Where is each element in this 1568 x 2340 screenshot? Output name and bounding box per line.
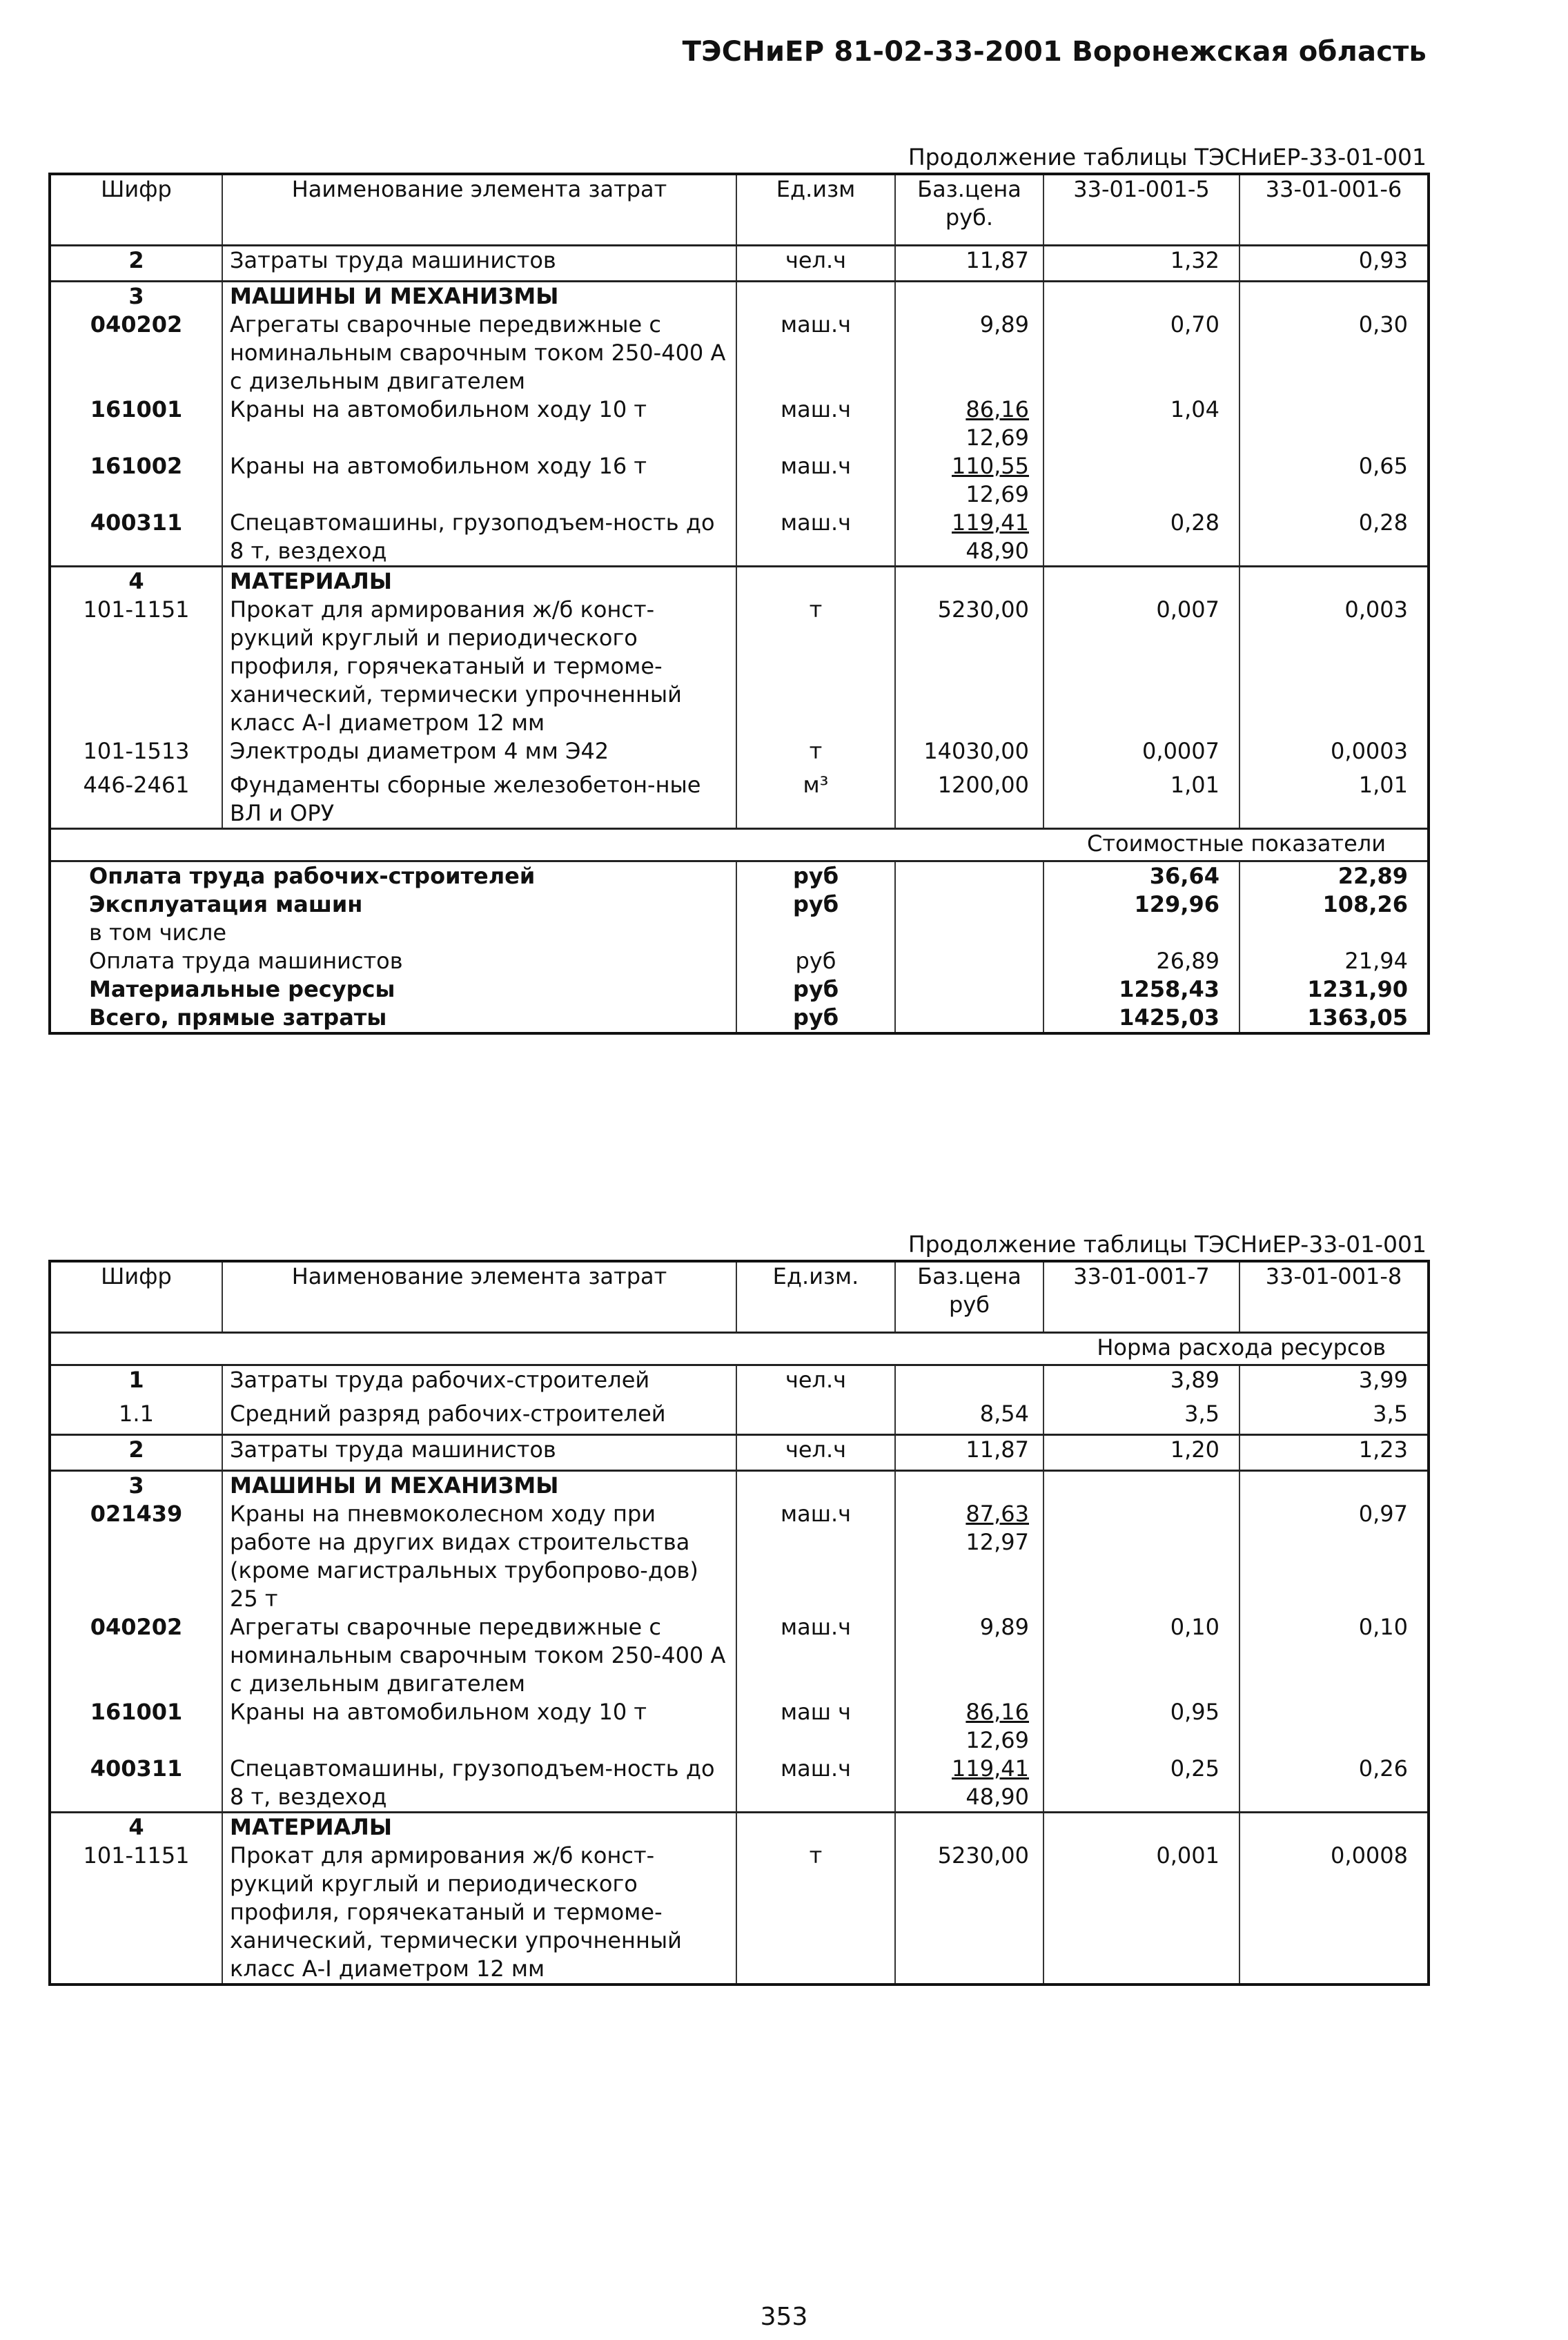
machinist-wage-value: 12,69 <box>966 481 1029 507</box>
column-header-code: Шифр <box>50 1261 222 1333</box>
row-norm-2 <box>1239 282 1429 311</box>
row-price <box>895 452 1043 509</box>
row-price <box>895 1435 1043 1471</box>
row-unit <box>736 1813 895 1842</box>
row-name: Краны на автомобильном ходу 16 т <box>222 452 736 509</box>
table1-header-row <box>50 174 1429 246</box>
price-value: 1200,00 <box>937 772 1029 798</box>
summary-price <box>895 947 1043 975</box>
row-norm-1: 1,01 <box>1043 771 1239 829</box>
price-value: 9,89 <box>979 1614 1029 1640</box>
summary-label: Оплата труда машинистов <box>89 948 403 974</box>
column-header-unit: Ед.изм <box>736 174 895 246</box>
row-code: 2 <box>50 246 222 282</box>
row-name: Затраты труда рабочих-строителей <box>222 1365 736 1401</box>
summary-value-2: 21,94 <box>1239 947 1429 975</box>
cost-indicators-label: Стоимостные показатели <box>50 829 1429 861</box>
price-value: 87,63 <box>966 1501 1029 1527</box>
table1-body <box>50 246 1429 829</box>
section-title: МАТЕРИАЛЫ <box>222 1813 736 1842</box>
row-unit: маш ч <box>736 1698 895 1755</box>
row-code: 3 <box>50 1471 222 1501</box>
table1-caption: Продолжение таблицы ТЭСНиЕР-33-01-001 <box>908 144 1427 170</box>
table-row <box>50 1613 1429 1698</box>
row-norm-2: 3,99 <box>1239 1365 1429 1401</box>
row-norm-1: 0,0007 <box>1043 737 1239 771</box>
machinist-wage-value: 12,69 <box>966 1727 1029 1753</box>
row-norm-1: 0,28 <box>1043 509 1239 567</box>
row-unit: м³ <box>736 771 895 829</box>
row-norm-1: 3,5 <box>1043 1400 1239 1435</box>
row-unit: чел.ч <box>736 1365 895 1401</box>
row-name: Краны на автомобильном ходу 10 т <box>222 1698 736 1755</box>
column-header-norm-1: 33-01-001-7 <box>1043 1261 1239 1333</box>
table-row <box>50 1500 1429 1613</box>
row-norm-1: 0,10 <box>1043 1613 1239 1698</box>
row-norm-1 <box>1043 282 1239 311</box>
summary-label: в том числе <box>89 919 226 946</box>
row-name: Краны на пневмоколесном ходу при работе на других видах строительства (кроме магистральных трубопрово-дов) 25 т <box>222 1500 736 1613</box>
table-row <box>50 452 1429 509</box>
row-price <box>895 737 1043 771</box>
row-unit: т <box>736 1842 895 1985</box>
table2 <box>48 1260 1430 1986</box>
column-header-norm-1: 33-01-001-5 <box>1043 174 1239 246</box>
summary-value-2: 1231,90 <box>1239 975 1429 1004</box>
document-header: ТЭСНиЕР 81-02-33-2001 Воронежская область <box>682 36 1427 68</box>
section-row <box>50 1813 1429 1842</box>
row-price <box>895 1698 1043 1755</box>
machinist-wage-value: 12,97 <box>966 1529 1029 1555</box>
row-price <box>895 1365 1043 1401</box>
summary-price <box>895 975 1043 1004</box>
machinist-wage-value: 12,69 <box>966 425 1029 451</box>
table-row <box>50 246 1429 282</box>
price-value: 5230,00 <box>937 1842 1029 1869</box>
price-value: 5230,00 <box>937 596 1029 623</box>
row-price <box>895 771 1043 829</box>
summary-row <box>50 861 1429 891</box>
summary-unit <box>736 919 895 947</box>
norm-header-label: Норма расхода ресурсов <box>50 1333 1429 1365</box>
summary-price <box>895 1004 1043 1033</box>
row-code: 3 <box>50 282 222 311</box>
column-header-norm-2: 33-01-001-6 <box>1239 174 1429 246</box>
summary-value-2: 108,26 <box>1239 890 1429 919</box>
row-norm-1: 1,20 <box>1043 1435 1239 1471</box>
summary-unit: руб <box>736 975 895 1004</box>
table1-summary <box>50 861 1429 1034</box>
summary-row <box>50 1004 1429 1033</box>
row-norm-1 <box>1043 1813 1239 1842</box>
row-code: 161001 <box>50 396 222 452</box>
row-price <box>895 396 1043 452</box>
row-code: 400311 <box>50 509 222 567</box>
summary-value-2: 22,89 <box>1239 861 1429 891</box>
row-unit: чел.ч <box>736 1435 895 1471</box>
cost-indicators-row <box>50 829 1429 861</box>
table-row <box>50 1435 1429 1471</box>
row-norm-2: 0,93 <box>1239 246 1429 282</box>
row-code: 2 <box>50 1435 222 1471</box>
price-value: 119,41 <box>952 1755 1029 1782</box>
price-value: 110,55 <box>952 453 1029 479</box>
table-row <box>50 737 1429 771</box>
row-norm-2: 0,30 <box>1239 311 1429 396</box>
summary-label: Оплата труда рабочих-строителей <box>89 863 536 889</box>
summary-label: Материальные ресурсы <box>89 976 395 1002</box>
row-price <box>895 1500 1043 1613</box>
price-value: 11,87 <box>966 1436 1029 1463</box>
row-unit: маш.ч <box>736 1613 895 1698</box>
table2-caption: Продолжение таблицы ТЭСНиЕР-33-01-001 <box>908 1231 1427 1258</box>
table-row <box>50 1842 1429 1985</box>
row-name: Спецавтомашины, грузоподъем-ность до 8 т, вездеход <box>222 1755 736 1813</box>
row-price <box>895 567 1043 596</box>
row-norm-1: 0,70 <box>1043 311 1239 396</box>
table1 <box>48 173 1430 1035</box>
row-norm-2: 1,23 <box>1239 1435 1429 1471</box>
table-row <box>50 771 1429 829</box>
row-unit: маш.ч <box>736 1755 895 1813</box>
row-norm-2 <box>1239 567 1429 596</box>
row-norm-2: 0,0008 <box>1239 1842 1429 1985</box>
row-price <box>895 1813 1043 1842</box>
row-code: 040202 <box>50 311 222 396</box>
row-unit: маш.ч <box>736 396 895 452</box>
row-name: Агрегаты сварочные передвижные с номинальным сварочным током 250-400 А с дизельным двигателем <box>222 1613 736 1698</box>
column-header-norm-2: 33-01-001-8 <box>1239 1261 1429 1333</box>
column-header-price: Баз.цена руб. <box>895 174 1043 246</box>
column-header-code: Шифр <box>50 174 222 246</box>
row-name: Краны на автомобильном ходу 10 т <box>222 396 736 452</box>
row-norm-1 <box>1043 1471 1239 1501</box>
summary-price <box>895 919 1043 947</box>
summary-row <box>50 919 1429 947</box>
row-norm-1: 0,25 <box>1043 1755 1239 1813</box>
section-row <box>50 1471 1429 1501</box>
row-price <box>895 1755 1043 1813</box>
column-header-name: Наименование элемента затрат <box>222 174 736 246</box>
row-unit: чел.ч <box>736 246 895 282</box>
row-name: Затраты труда машинистов <box>222 1435 736 1471</box>
row-code: 446-2461 <box>50 771 222 829</box>
row-norm-2 <box>1239 1698 1429 1755</box>
row-code: 021439 <box>50 1500 222 1613</box>
summary-row <box>50 890 1429 919</box>
price-value: 86,16 <box>966 1699 1029 1725</box>
section-title: МАШИНЫ И МЕХАНИЗМЫ <box>222 282 736 311</box>
row-norm-2: 0,28 <box>1239 509 1429 567</box>
row-price <box>895 509 1043 567</box>
price-value: 8,54 <box>979 1401 1029 1427</box>
row-code: 400311 <box>50 1755 222 1813</box>
price-value: 119,41 <box>952 509 1029 536</box>
section-row <box>50 567 1429 596</box>
summary-value-1: 26,89 <box>1043 947 1239 975</box>
row-code: 1 <box>50 1365 222 1401</box>
row-price <box>895 246 1043 282</box>
price-value: 14030,00 <box>923 738 1029 764</box>
summary-label: Эксплуатация машин <box>89 891 363 917</box>
row-name: Прокат для армирования ж/б конст-рукций круглый и периодического профиля, горячекатаный и термоме-ханический, термически упрочненный класс А-I диаметром 12 мм <box>222 596 736 737</box>
table-row <box>50 1755 1429 1813</box>
row-norm-1: 3,89 <box>1043 1365 1239 1401</box>
summary-value-1: 1425,03 <box>1043 1004 1239 1033</box>
column-header-price: Баз.цена руб <box>895 1261 1043 1333</box>
row-unit: маш.ч <box>736 452 895 509</box>
summary-value-1: 129,96 <box>1043 890 1239 919</box>
column-header-name: Наименование элемента затрат <box>222 1261 736 1333</box>
row-norm-2: 0,003 <box>1239 596 1429 737</box>
row-code: 101-1151 <box>50 1842 222 1985</box>
summary-row <box>50 947 1429 975</box>
page-number: 353 <box>760 2303 808 2331</box>
row-code: 4 <box>50 1813 222 1842</box>
row-norm-1: 0,007 <box>1043 596 1239 737</box>
summary-price <box>895 861 1043 891</box>
summary-value-2 <box>1239 919 1429 947</box>
row-code: 161001 <box>50 1698 222 1755</box>
row-norm-1: 0,95 <box>1043 1698 1239 1755</box>
row-norm-2 <box>1239 1471 1429 1501</box>
row-unit: маш.ч <box>736 311 895 396</box>
row-code: 4 <box>50 567 222 596</box>
table2-header-row <box>50 1261 1429 1333</box>
row-unit <box>736 282 895 311</box>
row-name: Средний разряд рабочих-строителей <box>222 1400 736 1435</box>
row-unit: т <box>736 737 895 771</box>
table-row <box>50 1698 1429 1755</box>
row-name: Спецавтомашины, грузоподъем-ность до 8 т, вездеход <box>222 509 736 567</box>
row-norm-1: 1,32 <box>1043 246 1239 282</box>
summary-row <box>50 975 1429 1004</box>
summary-label: Всего, прямые затраты <box>89 1004 387 1031</box>
row-norm-2: 0,0003 <box>1239 737 1429 771</box>
summary-unit: руб <box>736 890 895 919</box>
price-value: 9,89 <box>979 311 1029 338</box>
row-name: Прокат для армирования ж/б конст-рукций круглый и периодического профиля, горячекатаный и термоме-ханический, термически упрочненный класс А-I диаметром 12 мм <box>222 1842 736 1985</box>
summary-value-1: 36,64 <box>1043 861 1239 891</box>
section-row <box>50 282 1429 311</box>
row-norm-2: 1,01 <box>1239 771 1429 829</box>
summary-value-1 <box>1043 919 1239 947</box>
row-norm-2 <box>1239 396 1429 452</box>
row-price <box>895 1400 1043 1435</box>
row-unit <box>736 1471 895 1501</box>
summary-unit: руб <box>736 1004 895 1033</box>
row-norm-2 <box>1239 1813 1429 1842</box>
table-row <box>50 509 1429 567</box>
row-name: Электроды диаметром 4 мм Э42 <box>222 737 736 771</box>
row-norm-2: 0,26 <box>1239 1755 1429 1813</box>
row-price <box>895 596 1043 737</box>
row-norm-2: 0,97 <box>1239 1500 1429 1613</box>
machinist-wage-value: 48,90 <box>966 538 1029 564</box>
row-code: 101-1151 <box>50 596 222 737</box>
row-unit <box>736 567 895 596</box>
row-unit <box>736 1400 895 1435</box>
row-norm-2: 3,5 <box>1239 1400 1429 1435</box>
row-norm-1 <box>1043 1500 1239 1613</box>
machinist-wage-value: 48,90 <box>966 1784 1029 1810</box>
summary-unit: руб <box>736 861 895 891</box>
row-code: 1.1 <box>50 1400 222 1435</box>
norm-header-row <box>50 1333 1429 1365</box>
table-row <box>50 596 1429 737</box>
table-row <box>50 396 1429 452</box>
row-norm-1: 0,001 <box>1043 1842 1239 1985</box>
column-header-unit: Ед.изм. <box>736 1261 895 1333</box>
row-norm-1: 1,04 <box>1043 396 1239 452</box>
row-unit: маш.ч <box>736 1500 895 1613</box>
row-unit: маш.ч <box>736 509 895 567</box>
row-norm-1 <box>1043 452 1239 509</box>
row-norm-1 <box>1043 567 1239 596</box>
section-title: МАШИНЫ И МЕХАНИЗМЫ <box>222 1471 736 1501</box>
row-code: 101-1513 <box>50 737 222 771</box>
row-code: 040202 <box>50 1613 222 1698</box>
summary-price <box>895 890 1043 919</box>
row-price <box>895 1471 1043 1501</box>
table-row <box>50 311 1429 396</box>
row-price <box>895 1842 1043 1985</box>
row-code: 161002 <box>50 452 222 509</box>
summary-value-2: 1363,05 <box>1239 1004 1429 1033</box>
summary-value-1: 1258,43 <box>1043 975 1239 1004</box>
price-value: 86,16 <box>966 396 1029 422</box>
table-row <box>50 1400 1429 1435</box>
price-value: 11,87 <box>966 247 1029 273</box>
row-name: Фундаменты сборные железобетон-ные ВЛ и ОРУ <box>222 771 736 829</box>
section-title: МАТЕРИАЛЫ <box>222 567 736 596</box>
row-norm-2: 0,10 <box>1239 1613 1429 1698</box>
row-name: Агрегаты сварочные передвижные с номинальным сварочным током 250-400 А с дизельным двигателем <box>222 311 736 396</box>
table2-body <box>50 1365 1429 1985</box>
row-price <box>895 1613 1043 1698</box>
row-unit: т <box>736 596 895 737</box>
row-norm-2: 0,65 <box>1239 452 1429 509</box>
row-price <box>895 282 1043 311</box>
summary-unit: руб <box>736 947 895 975</box>
row-name: Затраты труда машинистов <box>222 246 736 282</box>
table-row <box>50 1365 1429 1401</box>
row-price <box>895 311 1043 396</box>
